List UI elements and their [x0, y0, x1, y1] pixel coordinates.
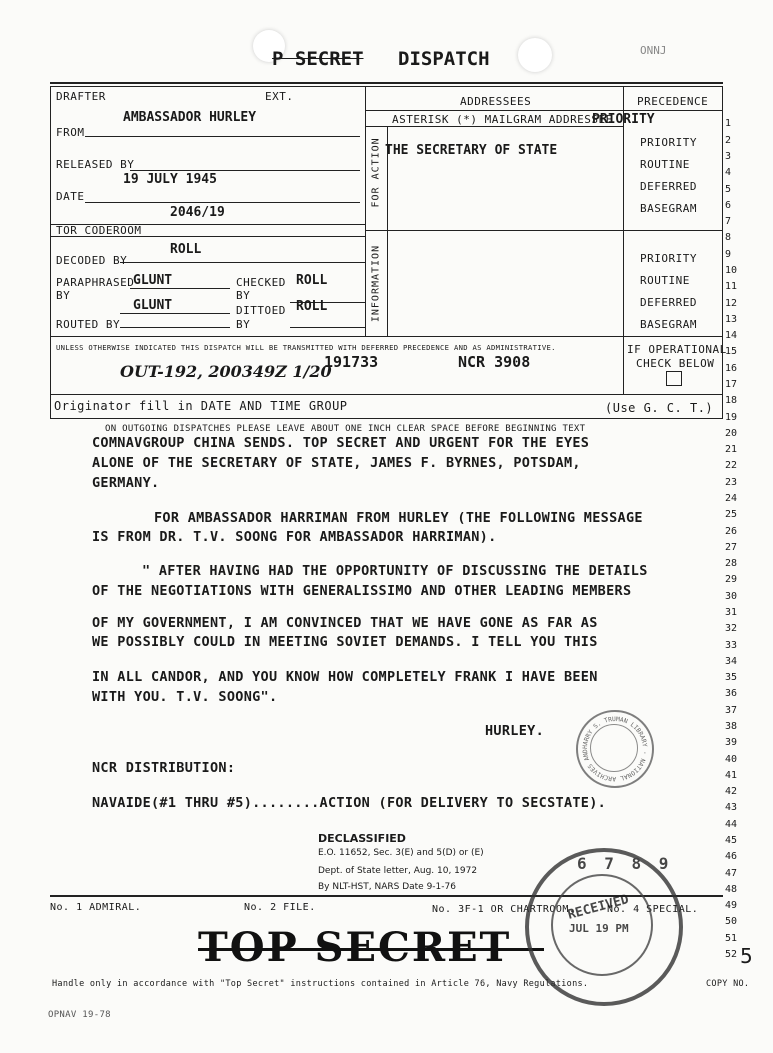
asterisk-note: ASTERISK (*) MAILGRAM ADDRESSEE — [392, 113, 613, 126]
rule — [85, 202, 360, 203]
line-number: 44 — [725, 819, 738, 830]
line-number: 15 — [725, 346, 738, 357]
info-priority: PRIORITY — [640, 252, 697, 265]
operational-checkbox[interactable] — [666, 371, 682, 386]
line-number: 41 — [725, 770, 738, 781]
line-number: 42 — [725, 786, 738, 797]
info-deferred: DEFERRED — [640, 296, 697, 309]
distribution-label: NCR DISTRIBUTION: — [92, 760, 236, 776]
decoded-label: DECODED BY — [56, 254, 128, 267]
checked-label: CHECKED — [236, 276, 286, 289]
form-number: OPNAV 19-78 — [48, 1010, 111, 1020]
rule — [365, 86, 366, 336]
originator-note: Originator fill in DATE AND TIME GROUP — [54, 399, 348, 413]
copy-2: No. 2 FILE. — [244, 902, 316, 913]
tor-value: 2046/19 — [170, 205, 225, 220]
line-number: 11 — [725, 281, 738, 292]
line-number: 16 — [725, 363, 738, 374]
line-number: 31 — [725, 607, 738, 618]
body-line: IN ALL CANDOR, AND YOU KNOW HOW COMPLETELY FRANK I HAVE BEEN — [92, 669, 598, 685]
ditto-by-label: BY — [236, 318, 251, 331]
operational-line2: CHECK BELOW — [636, 357, 715, 370]
line-number: 2 — [725, 135, 732, 146]
date-label: DATE — [56, 190, 85, 203]
routed-label: ROUTED BY — [56, 318, 121, 331]
drafter-label: DRAFTER — [56, 90, 106, 103]
header-blot-right — [518, 38, 552, 72]
copy-1: No. 1 ADMIRAL. — [50, 902, 142, 913]
line-number: 39 — [725, 737, 738, 748]
rule — [120, 313, 230, 314]
body-line: OF THE NEGOTIATIONS WITH GENERALISSIMO AND OTHER LEADING MEMBERS — [92, 583, 632, 599]
line-number: 43 — [725, 802, 738, 813]
ditto-value: ROLL — [296, 299, 328, 314]
line-number: 36 — [725, 688, 738, 699]
action-value: THE SECRETARY OF STATE — [385, 143, 558, 158]
line-number: 9 — [725, 249, 732, 260]
dtg-ncr: NCR 3908 — [458, 353, 531, 371]
action-priority: PRIORITY — [640, 136, 697, 149]
copy-4: No. 4 SPECIAL. — [607, 904, 699, 915]
line-number: 40 — [725, 754, 738, 765]
body-line: " AFTER HAVING HAD THE OPPORTUNITY OF DISCUSSING THE DETAILS — [142, 563, 648, 579]
body-line: OF MY GOVERNMENT, I AM CONVINCED THAT WE HAVE GONE AS FAR AS — [92, 615, 598, 631]
line-number: 24 — [725, 493, 738, 504]
line-number: 35 — [725, 672, 738, 683]
copy-no: COPY NO. — [706, 979, 750, 989]
ditto-label: DITTOED — [236, 304, 286, 317]
dtg-group: 191733 — [324, 353, 379, 371]
copy-3: No. 3F-1 OR CHARTROOM. — [432, 904, 576, 915]
precedence-top-value: PRIORITY — [592, 112, 655, 127]
tor-label: TOR CODEROOM — [56, 224, 142, 237]
header-title-struck: P SECRET — [272, 48, 364, 70]
line-number: 6 — [725, 200, 732, 211]
from-label: FROM — [56, 126, 85, 139]
paraphrased-value: GLUNT — [133, 273, 173, 288]
line-number: 10 — [725, 265, 738, 276]
received-digits: 6 7 8 9 — [577, 854, 673, 873]
rule — [365, 110, 723, 111]
line-number: 52 — [725, 949, 738, 960]
top-right-mark: ONNJ — [640, 44, 667, 57]
line-number: 17 — [725, 379, 738, 390]
released-by-label: RELEASED BY — [56, 158, 135, 171]
signature: HURLEY. — [485, 723, 544, 739]
line-number: 7 — [725, 216, 732, 227]
body-line: WITH YOU. T.V. SOONG". — [92, 689, 278, 705]
by-label: BY — [56, 289, 71, 302]
line-number: 30 — [725, 591, 738, 602]
line-number: 32 — [725, 623, 738, 634]
outgoing-note: ON OUTGOING DISPATCHES PLEASE LEAVE ABOUT ONE INCH CLEAR SPACE BEFORE BEGINNING TEXT — [105, 424, 586, 434]
by-value: GLUNT — [133, 298, 173, 313]
rule — [50, 82, 723, 84]
decoded-value: ROLL — [170, 242, 202, 257]
line-number: 37 — [725, 705, 738, 716]
rule — [365, 230, 723, 231]
line-number: 33 — [725, 640, 738, 651]
line-number: 25 — [725, 509, 738, 520]
line-number: 26 — [725, 526, 738, 537]
action-routine: ROUTINE — [640, 158, 690, 171]
information-label: INFORMATION — [370, 244, 382, 323]
page-mark: 5 — [740, 944, 753, 968]
line-number: 23 — [725, 477, 738, 488]
dtg-handwritten: OUT-192, 200349Z 1/20 — [120, 362, 332, 381]
distribution-line: NAVAIDE(#1 THRU #5)........ACTION (FOR DELIVERY TO SECSTATE). — [92, 795, 607, 811]
precedence-label: PRECEDENCE — [637, 95, 709, 108]
use-gct: (Use G. C. T.) — [605, 401, 714, 415]
line-number: 45 — [725, 835, 738, 846]
rule — [130, 288, 230, 289]
received-date: JUL 19 PM — [569, 922, 629, 935]
body-line: IS FROM DR. T.V. SOONG FOR AMBASSADOR HARRIMAN). — [92, 529, 497, 545]
rule — [85, 136, 360, 137]
line-number: 18 — [725, 395, 738, 406]
line-number: 3 — [725, 151, 732, 162]
line-number: 34 — [725, 656, 738, 667]
declassified-by: By NLT-HST, NARS Date 9-1-76 — [318, 882, 456, 892]
ext-label: EXT. — [265, 90, 294, 103]
line-number: 13 — [725, 314, 738, 325]
rule — [120, 327, 230, 328]
addressees-label: ADDRESSEES — [460, 95, 532, 108]
received-label: RECEIVED — [566, 892, 631, 923]
declassified-title: DECLASSIFIED — [318, 832, 406, 845]
declassified-dept: Dept. of State letter, Aug. 10, 1972 — [318, 866, 478, 876]
received-stamp — [525, 848, 683, 1006]
operational-line1: IF OPERATIONAL — [627, 343, 727, 356]
from-value: AMBASSADOR HURLEY — [123, 110, 257, 125]
for-action-label: FOR ACTION — [370, 137, 382, 208]
line-number: 8 — [725, 232, 732, 243]
line-number: 49 — [725, 900, 738, 911]
top-secret-strike — [198, 948, 544, 951]
body-line: GERMANY. — [92, 475, 160, 491]
body-line: ALONE OF THE SECRETARY OF STATE, JAMES F. BYRNES, POTSDAM, — [92, 455, 581, 471]
date-value: 19 JULY 1945 — [123, 172, 217, 187]
line-number: 50 — [725, 916, 738, 927]
rule — [290, 327, 365, 328]
line-number: 22 — [725, 460, 738, 471]
line-number: 4 — [725, 167, 732, 178]
line-number: 20 — [725, 428, 738, 439]
library-stamp-text — [578, 712, 652, 786]
rule — [365, 126, 623, 127]
checked-by-label: BY — [236, 289, 251, 302]
line-number: 19 — [725, 412, 738, 423]
rule — [50, 418, 723, 419]
library-stamp — [576, 710, 654, 788]
rule — [120, 262, 365, 263]
body-line: FOR AMBASSADOR HARRIMAN FROM HURLEY (THE FOLLOWING MESSAGE — [154, 510, 643, 526]
line-number: 38 — [725, 721, 738, 732]
line-number: 27 — [725, 542, 738, 553]
line-number: 29 — [725, 574, 738, 585]
rule — [722, 86, 723, 418]
svg-text:HARRY S. TRUMAN LIBRARY · NATI: HARRY S. TRUMAN LIBRARY · NATIONAL ARCHIVES AND — [581, 715, 648, 783]
rule — [130, 170, 360, 171]
checked-value: ROLL — [296, 273, 328, 288]
rule — [623, 86, 624, 394]
action-basegram: BASEGRAM — [640, 202, 697, 215]
info-routine: ROUTINE — [640, 274, 690, 287]
line-number: 5 — [725, 184, 732, 195]
line-number: 12 — [725, 298, 738, 309]
line-number: 21 — [725, 444, 738, 455]
line-number: 14 — [725, 330, 738, 341]
body-line: WE POSSIBLY COULD IN MEETING SOVIET DEMANDS. I TELL YOU THIS — [92, 634, 598, 650]
unless-notice: UNLESS OTHERWISE INDICATED THIS DISPATCH WILL BE TRANSMITTED WITH DEFERRED PRECEDENCE AND AS ADMINISTRATIVE. — [56, 343, 556, 352]
action-deferred: DEFERRED — [640, 180, 697, 193]
handle-note: Handle only in accordance with "Top Secret" instructions contained in Article 76, Navy Regulations. — [52, 979, 589, 989]
declassified-eo: E.O. 11652, Sec. 3(E) and 5(D) or (E) — [318, 848, 484, 858]
paraphrased-label: PARAPHRASED — [56, 276, 135, 289]
line-number: 48 — [725, 884, 738, 895]
rule — [50, 394, 723, 395]
line-number: 28 — [725, 558, 738, 569]
body-line: COMNAVGROUP CHINA SENDS. TOP SECRET AND URGENT FOR THE EYES — [92, 435, 590, 451]
line-number: 47 — [725, 868, 738, 879]
line-number: 46 — [725, 851, 738, 862]
top-secret-stamp: TOP SECRET — [198, 924, 512, 971]
header-title: DISPATCH — [398, 48, 490, 70]
line-number: 1 — [725, 118, 732, 129]
rule — [50, 86, 51, 418]
info-basegram: BASEGRAM — [640, 318, 697, 331]
line-number: 51 — [725, 933, 738, 944]
